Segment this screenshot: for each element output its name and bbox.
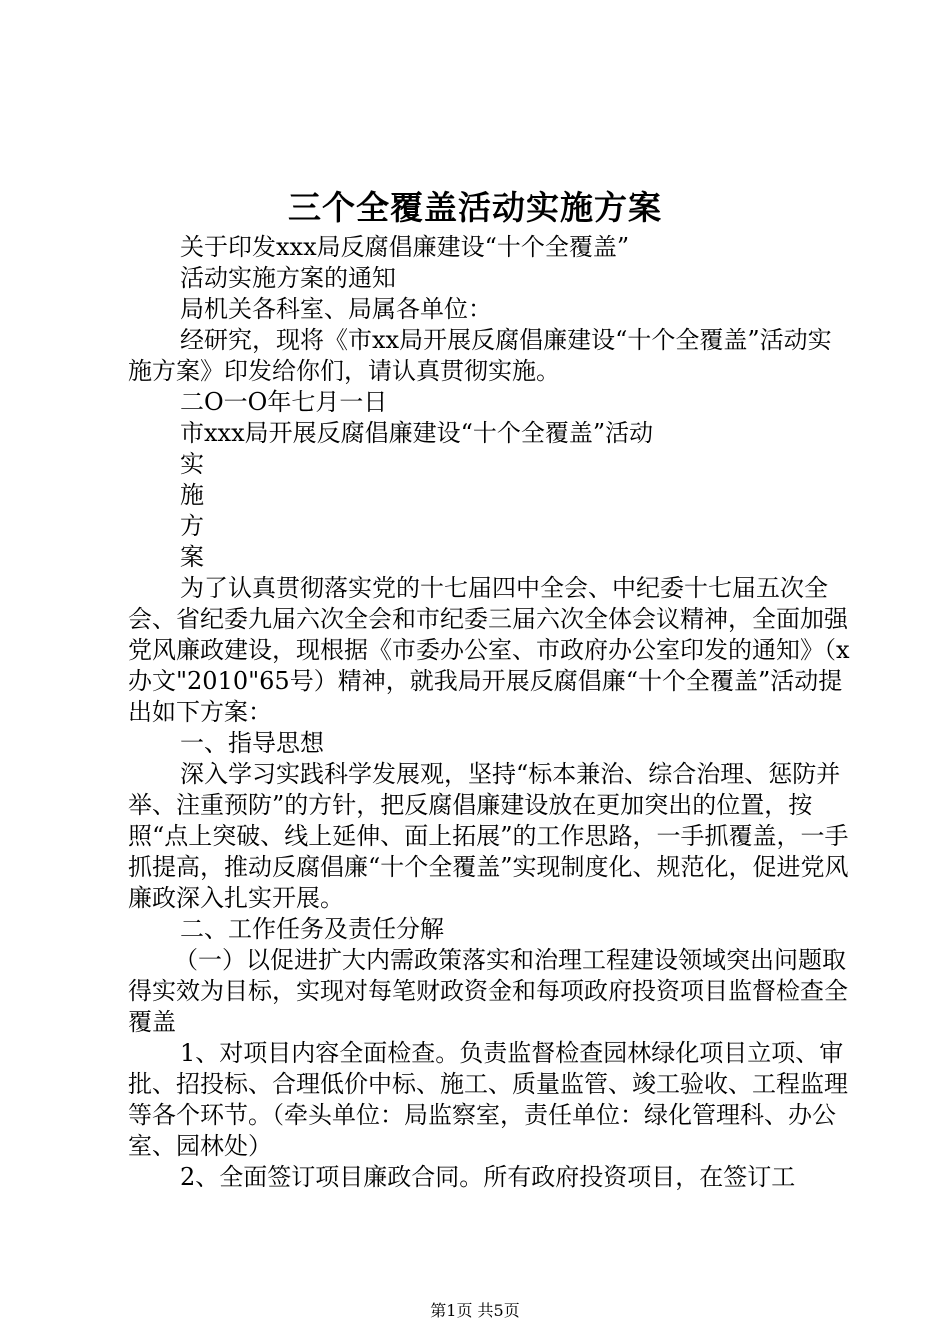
page-footer: 第1页 共5页: [430, 1301, 520, 1320]
intro-paragraph: 为了认真贯彻落实党的十七届四中全会、中纪委十七届五次全会、省纪委九届六次全会和市纪委三届六次全体会议精神，全面加强党风廉政建设，现根据《市委办公室、市政府办公室印发的通知》（x办文"2010"65号）精神，就我局开展反腐倡廉“十个全覆盖”活动提出如下方案：: [128, 574, 850, 726]
section-heading: 一、指导思想: [180, 729, 324, 757]
plan-heading-char: 方: [180, 512, 204, 540]
document-title: 三个全覆盖活动实施方案: [288, 188, 662, 227]
plan-heading-char: 实: [180, 450, 204, 478]
document-body: [128, 232, 850, 1193]
notice-heading-line2: 活动实施方案的通知: [180, 264, 396, 292]
guiding-thought-paragraph: 深入学习实践科学发展观，坚持“标本兼治、综合治理、惩防并举、注重预防”的方针，把反腐倡廉建设放在更加突出的位置，按照“点上突破、线上延伸、面上拓展”的工作思路，一手抓覆盖，一手抓提高，推动反腐倡廉“十个全覆盖”实现制度化、规范化，促进党风廉政深入扎实开展。: [128, 760, 849, 912]
notice-heading-line1: 关于印发xxx局反腐倡廉建设“十个全覆盖”: [180, 233, 630, 261]
plan-heading-char: 案: [180, 543, 204, 571]
subsection-heading: （一）以促进扩大内需政策落实和治理工程建设领域突出问题取得实效为目标，实现对每笔财政资金和每项政府投资项目监督检查全覆盖: [128, 946, 848, 1036]
section-heading: 二、工作任务及责任分解: [180, 915, 444, 943]
plan-heading: 市xxx局开展反腐倡廉建设“十个全覆盖”活动: [180, 419, 654, 447]
plan-heading-char: 施: [180, 481, 204, 509]
notice-date: 二O一O年七月一日: [180, 388, 388, 416]
task-item: 2、全面签订项目廉政合同。所有政府投资项目，在签订工: [180, 1163, 796, 1191]
notice-body: 经研究，现将《市xx局开展反腐倡廉建设“十个全覆盖”活动实施方案》印发给你们，请认真贯彻实施。: [128, 326, 832, 385]
task-item: 1、对项目内容全面检查。负责监督检查园林绿化项目立项、审批、招投标、合理低价中标、施工、质量监管、竣工验收、工程监理等各个环节。（牵头单位：局监察室，责任单位：绿化管理科、办公室、园林处）: [128, 1039, 848, 1160]
addressee: 局机关各科室、局属各单位：: [180, 295, 492, 323]
